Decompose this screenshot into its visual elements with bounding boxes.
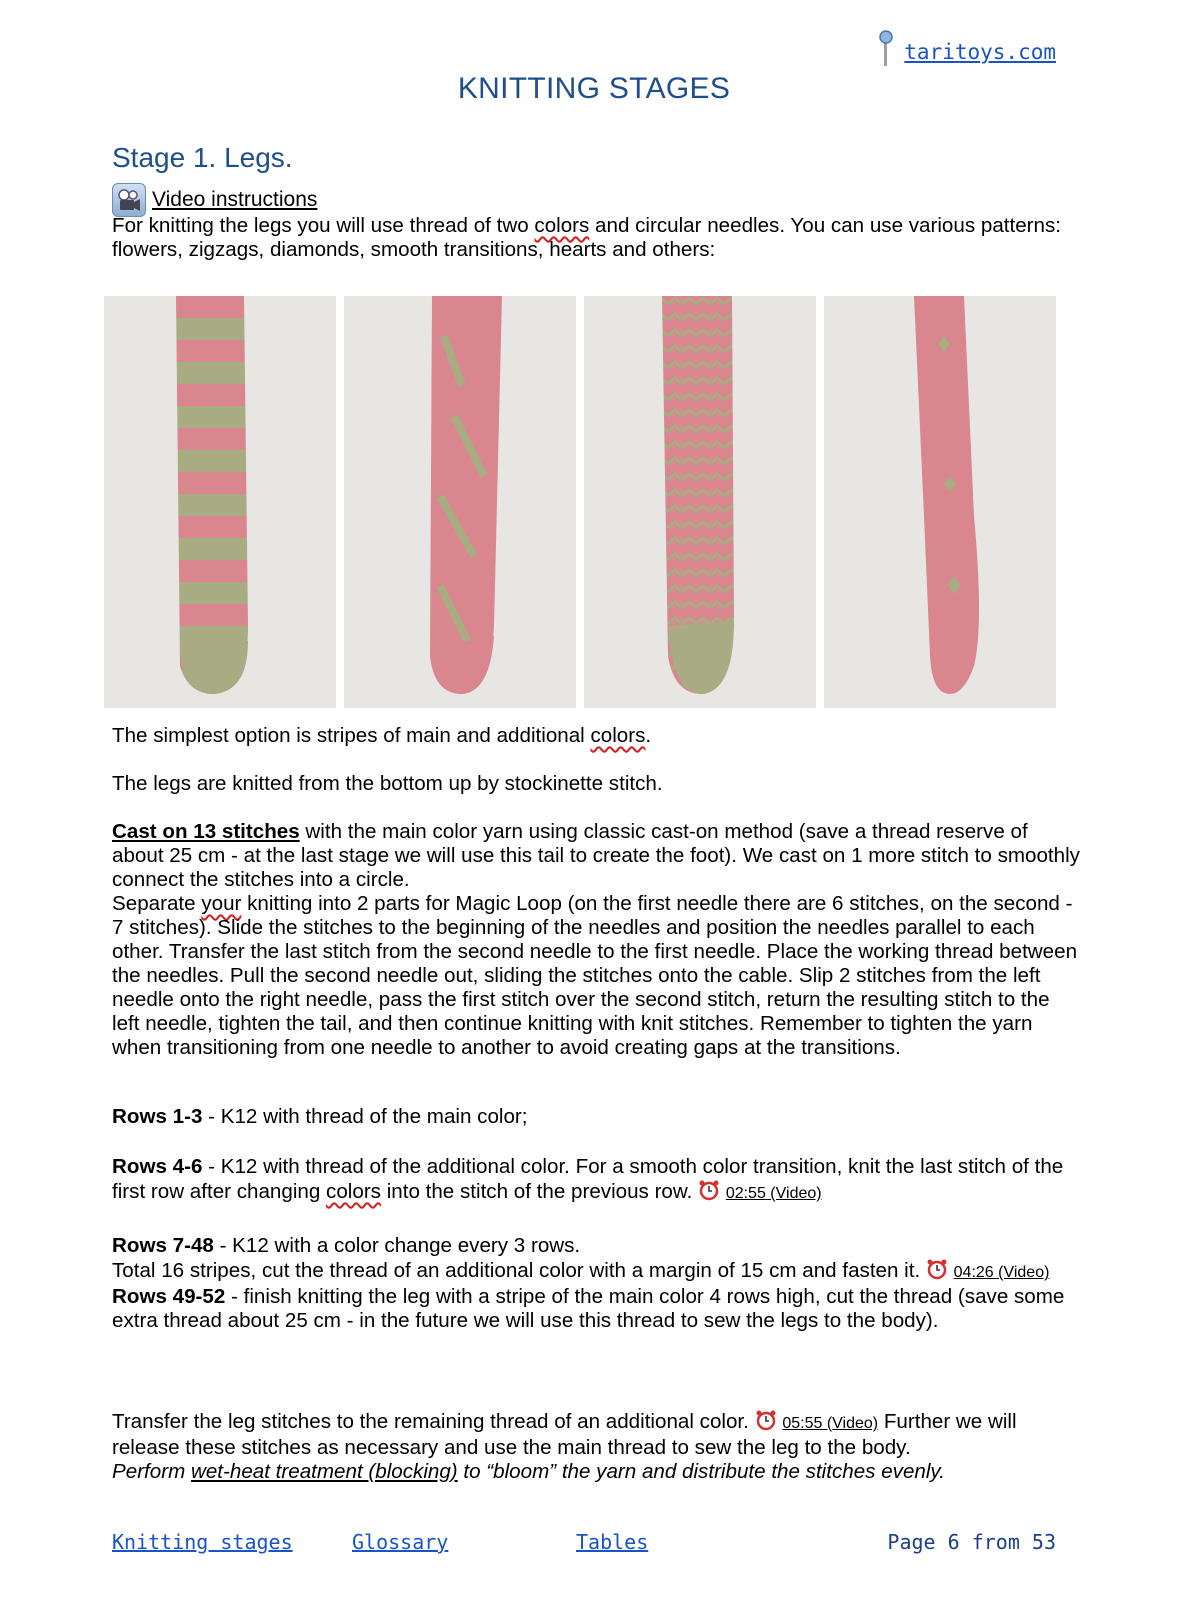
rows-1-3: Rows 1-3 - K12 with thread of the main color;	[112, 1105, 528, 1128]
spell-flag: colors	[534, 214, 590, 237]
stage-heading: Stage 1. Legs.	[112, 142, 293, 173]
leg-photos	[104, 296, 1056, 708]
photo-zigzag-leg	[584, 296, 816, 708]
rows-4-6: Rows 4-6 - K12 with thread of the additional color. For a smooth color transition, knit the last stitch of the first row after changing colors into the stitch of the previous row. 02:55 (Video)	[112, 1155, 1064, 1203]
rows-7-48: Rows 7-48 - K12 with a color change every 3 rows. Total 16 stripes, cut the thread of an additional color with a margin of 15 cm and fasten it. 04:26 (Video) Rows 49-52 - finish knitting the leg with a stripe of the main color 4 rows high, cut the thread (save some extra thread about 25 cm - in the future we will use this thread to sew the legs to the body).	[112, 1234, 1065, 1332]
site-link[interactable]: taritoys.com	[904, 40, 1056, 64]
page-title: KNITTING STAGES	[457, 72, 731, 105]
intro-paragraph: For knitting the legs you will use thread of two colors and circular needles. You can use various patterns: flowers, zigzags, diamonds, smooth transitions, hearts and others:	[112, 214, 1061, 261]
site-logo-icon	[874, 30, 898, 66]
page-number: Page 6 from 53	[887, 1530, 1056, 1554]
video-timestamp-link[interactable]: 05:55 (Video)	[782, 1415, 879, 1432]
footer-link-glossary[interactable]: Glossary	[352, 1530, 449, 1554]
video-timestamp-link[interactable]: 02:55 (Video)	[725, 1185, 822, 1202]
alarm-clock-icon	[926, 1258, 948, 1280]
paragraph-simplest: The simplest option is stripes of main and additional colors.	[112, 724, 652, 747]
spell-flag: colors	[326, 1180, 381, 1203]
paragraph-bottom-up: The legs are knitted from the bottom up by stockinette stitch.	[112, 772, 663, 795]
footer-link-knitting-stages[interactable]: Knitting stages	[112, 1530, 293, 1554]
footer-link-tables[interactable]: Tables	[576, 1530, 649, 1554]
alarm-clock-icon	[698, 1179, 720, 1201]
video-camera-icon	[112, 183, 146, 217]
paragraph-transfer: Transfer the leg stitches to the remaining thread of an additional color. 05:55 (Video) Further we will release these stitches as necessary and use the main thread to sew the leg to the body. Perform wet-heat treatment (blocking) to “bloom” the yarn and distribute the stitches evenly.	[112, 1410, 1017, 1483]
paragraph-cast-on: Cast on 13 stitches with the main color yarn using classic cast-on method (save a thread reserve of about 25 cm - at the last stage we will use this tail to create the foot). We cast on 1 more stitch to smoothly connect the stitches into a circle. Separate your knitting into 2 parts for Magic Loop (on the first needle there are 6 stitches, on the second - 7 stitches). Slide the stitches to the beginning of the needles and position the needles parallel to each other. Transfer the last stitch from the second needle to the first needle. Place the working thread between the needles. Pull the second needle out, sliding the stitches onto the cable. Slip 2 stitches from the left needle onto the right needle, pass the first stitch over the second stitch, return the resulting stitch to the left needle, tighten the tail, and then continue knitting with knit stitches. Remember to tighten the yarn when transitioning from one needle to another to avoid creating gaps at the transitions.	[112, 820, 1080, 1059]
spell-flag: your	[201, 892, 242, 915]
photo-stripes-leg	[104, 296, 336, 708]
blocking-link[interactable]: wet-heat treatment (blocking)	[190, 1460, 458, 1483]
video-instructions-link[interactable]: Video instructions	[152, 188, 318, 211]
video-timestamp-link[interactable]: 04:26 (Video)	[953, 1264, 1050, 1281]
spell-flag: colors	[590, 724, 646, 747]
video-instructions-row[interactable]	[112, 183, 317, 217]
alarm-clock-icon	[755, 1409, 777, 1431]
photo-hearts-leg	[824, 296, 1056, 708]
photo-diagonal-leg	[344, 296, 576, 708]
